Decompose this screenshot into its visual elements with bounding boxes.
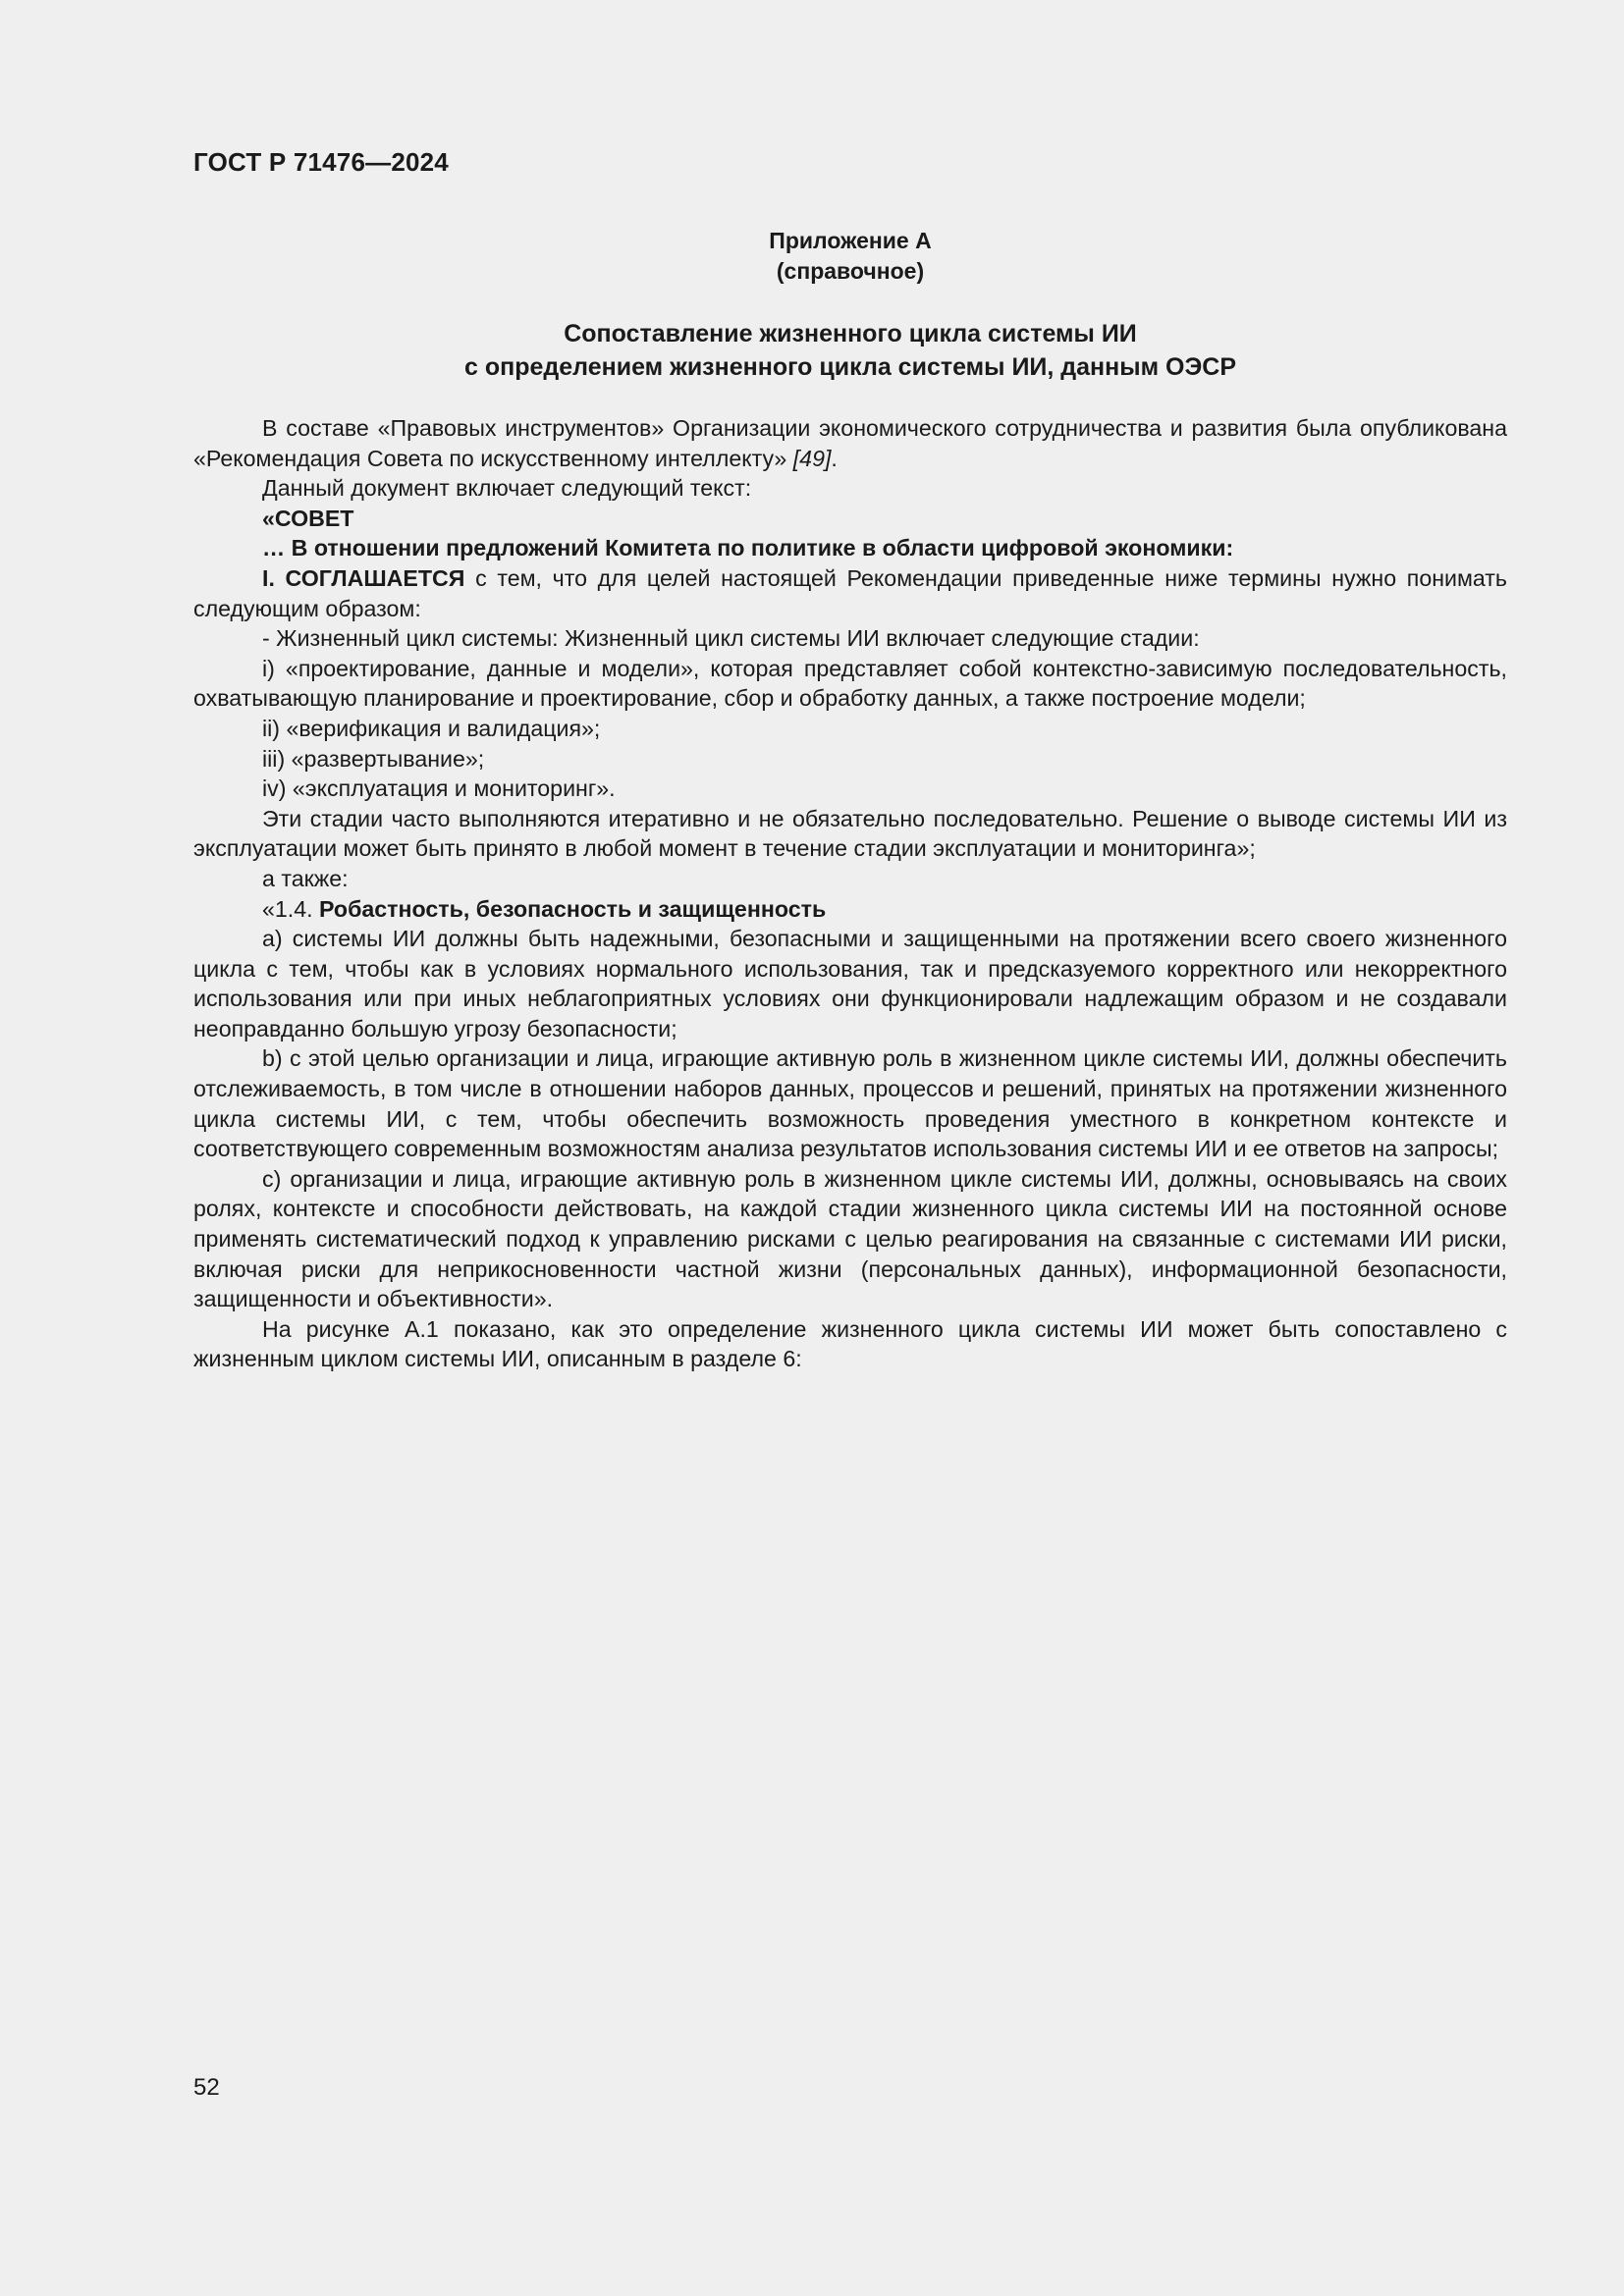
list-item-a: a) системы ИИ должны быть надежными, безопасными и защищенными на протяжении всего своего жизненного цикла с тем, чтобы как в условиях нормального использования, так и предсказуемого корректного или некорректного использования или при иных неблагоприятных условиях они функционировали надлежащим образом и не создавали неоправданно большую угрозу безопасности; <box>193 926 1507 1041</box>
paragraph-committee-proposals: … В отношении предложений Комитета по политике в области цифровой экономики: <box>262 535 1234 561</box>
paragraph-intro <box>193 413 1507 473</box>
document-code: ГОСТ Р 71476—2024 <box>193 147 449 177</box>
list-item-iv: iv) «эксплуатация и мониторинг». <box>262 775 616 802</box>
paragraph-also: а также: <box>262 865 349 891</box>
robustness-number: «1.4. <box>262 895 320 922</box>
list-item-i: i) «проектирование, данные и модели», которая представляет собой контекстно-зависимую последовательность, охватывающую планирование и проектирование, сбор и обработку данных, а также построение модели; <box>193 655 1507 712</box>
title-line-2: с определением жизненного цикла системы ИИ, данным ОЭСР <box>463 353 1237 381</box>
paragraph-lifecycle-definition: - Жизненный цикл системы: Жизненный цикл системы ИИ включает следующие стадии: <box>262 625 1200 652</box>
paragraph-robustness-heading <box>193 894 1507 925</box>
reference-link[interactable]: [49] <box>792 445 832 471</box>
appendix-label: Приложение А <box>769 228 932 253</box>
appendix-title <box>193 317 1507 384</box>
title-line-1: Сопоставление жизненного цикла системы ИИ <box>564 320 1137 347</box>
paragraph-figure-reference: На рисунке А.1 показано, как это определение жизненного цикла системы ИИ может быть сопоставлено с жизненным циклом системы ИИ, описанным в разделе 6: <box>193 1315 1507 1372</box>
paragraph-document-includes: Данный документ включает следующий текст: <box>262 475 752 502</box>
agrees-text: с тем, что для целей настоящей Рекомендации приведенные ниже термины нужно понимать следующим образом: <box>193 564 1507 621</box>
appendix-heading <box>193 226 1507 287</box>
paragraph-council: «СОВЕТ <box>262 505 354 531</box>
list-item-c: c) организации и лица, играющие активную роль в жизненном цикле системы ИИ, должны, основываясь на своих ролях, контексте и способности действовать, на каждой стадии жизненного цикла системы ИИ на постоянной основе применять систематический подход к управлению рисками с целью реагирования на связанные с системами ИИ риски, включая риски для неприкосновенности частной жизни (персональных данных), информационной безопасности, защищенности и объективности». <box>193 1165 1507 1312</box>
agrees-bold: I. СОГЛАШАЕТСЯ <box>262 564 465 591</box>
list-item-iii: iii) «развертывание»; <box>262 745 485 772</box>
list-item-ii: ii) «верификация и валидация»; <box>262 715 601 741</box>
paragraph-agrees <box>193 563 1507 623</box>
intro-end: . <box>831 445 838 471</box>
page-number: 52 <box>193 2074 220 2101</box>
robustness-title: Робастность, безопасность и защищенность <box>319 895 827 922</box>
list-item-b: b) с этой целью организации и лица, играющие активную роль в жизненном цикле системы ИИ, должны обеспечить отслеживаемость, в том числе в отношении наборов данных, процессов и решений, принятых на протяжении жизненного цикла системы ИИ, с тем, чтобы обеспечить возможность проведения уместного в конкретном контексте и соответствующего современным возможностям анализа результатов использования системы ИИ и ее ответов на запросы; <box>193 1045 1507 1162</box>
body-text <box>193 413 1507 1374</box>
appendix-type: (справочное) <box>776 258 925 284</box>
paragraph-stages-iterative: Эти стадии часто выполняются итеративно и не обязательно последовательно. Решение о выводе системы ИИ из эксплуатации может быть принято в любой момент в течение стадии эксплуатации и мониторинга»; <box>193 805 1507 862</box>
intro-text: В составе «Правовых инструментов» Организации экономического сотрудничества и развития была опубликована «Рекомендация Совета по искусственному интеллекту» <box>193 415 1507 471</box>
